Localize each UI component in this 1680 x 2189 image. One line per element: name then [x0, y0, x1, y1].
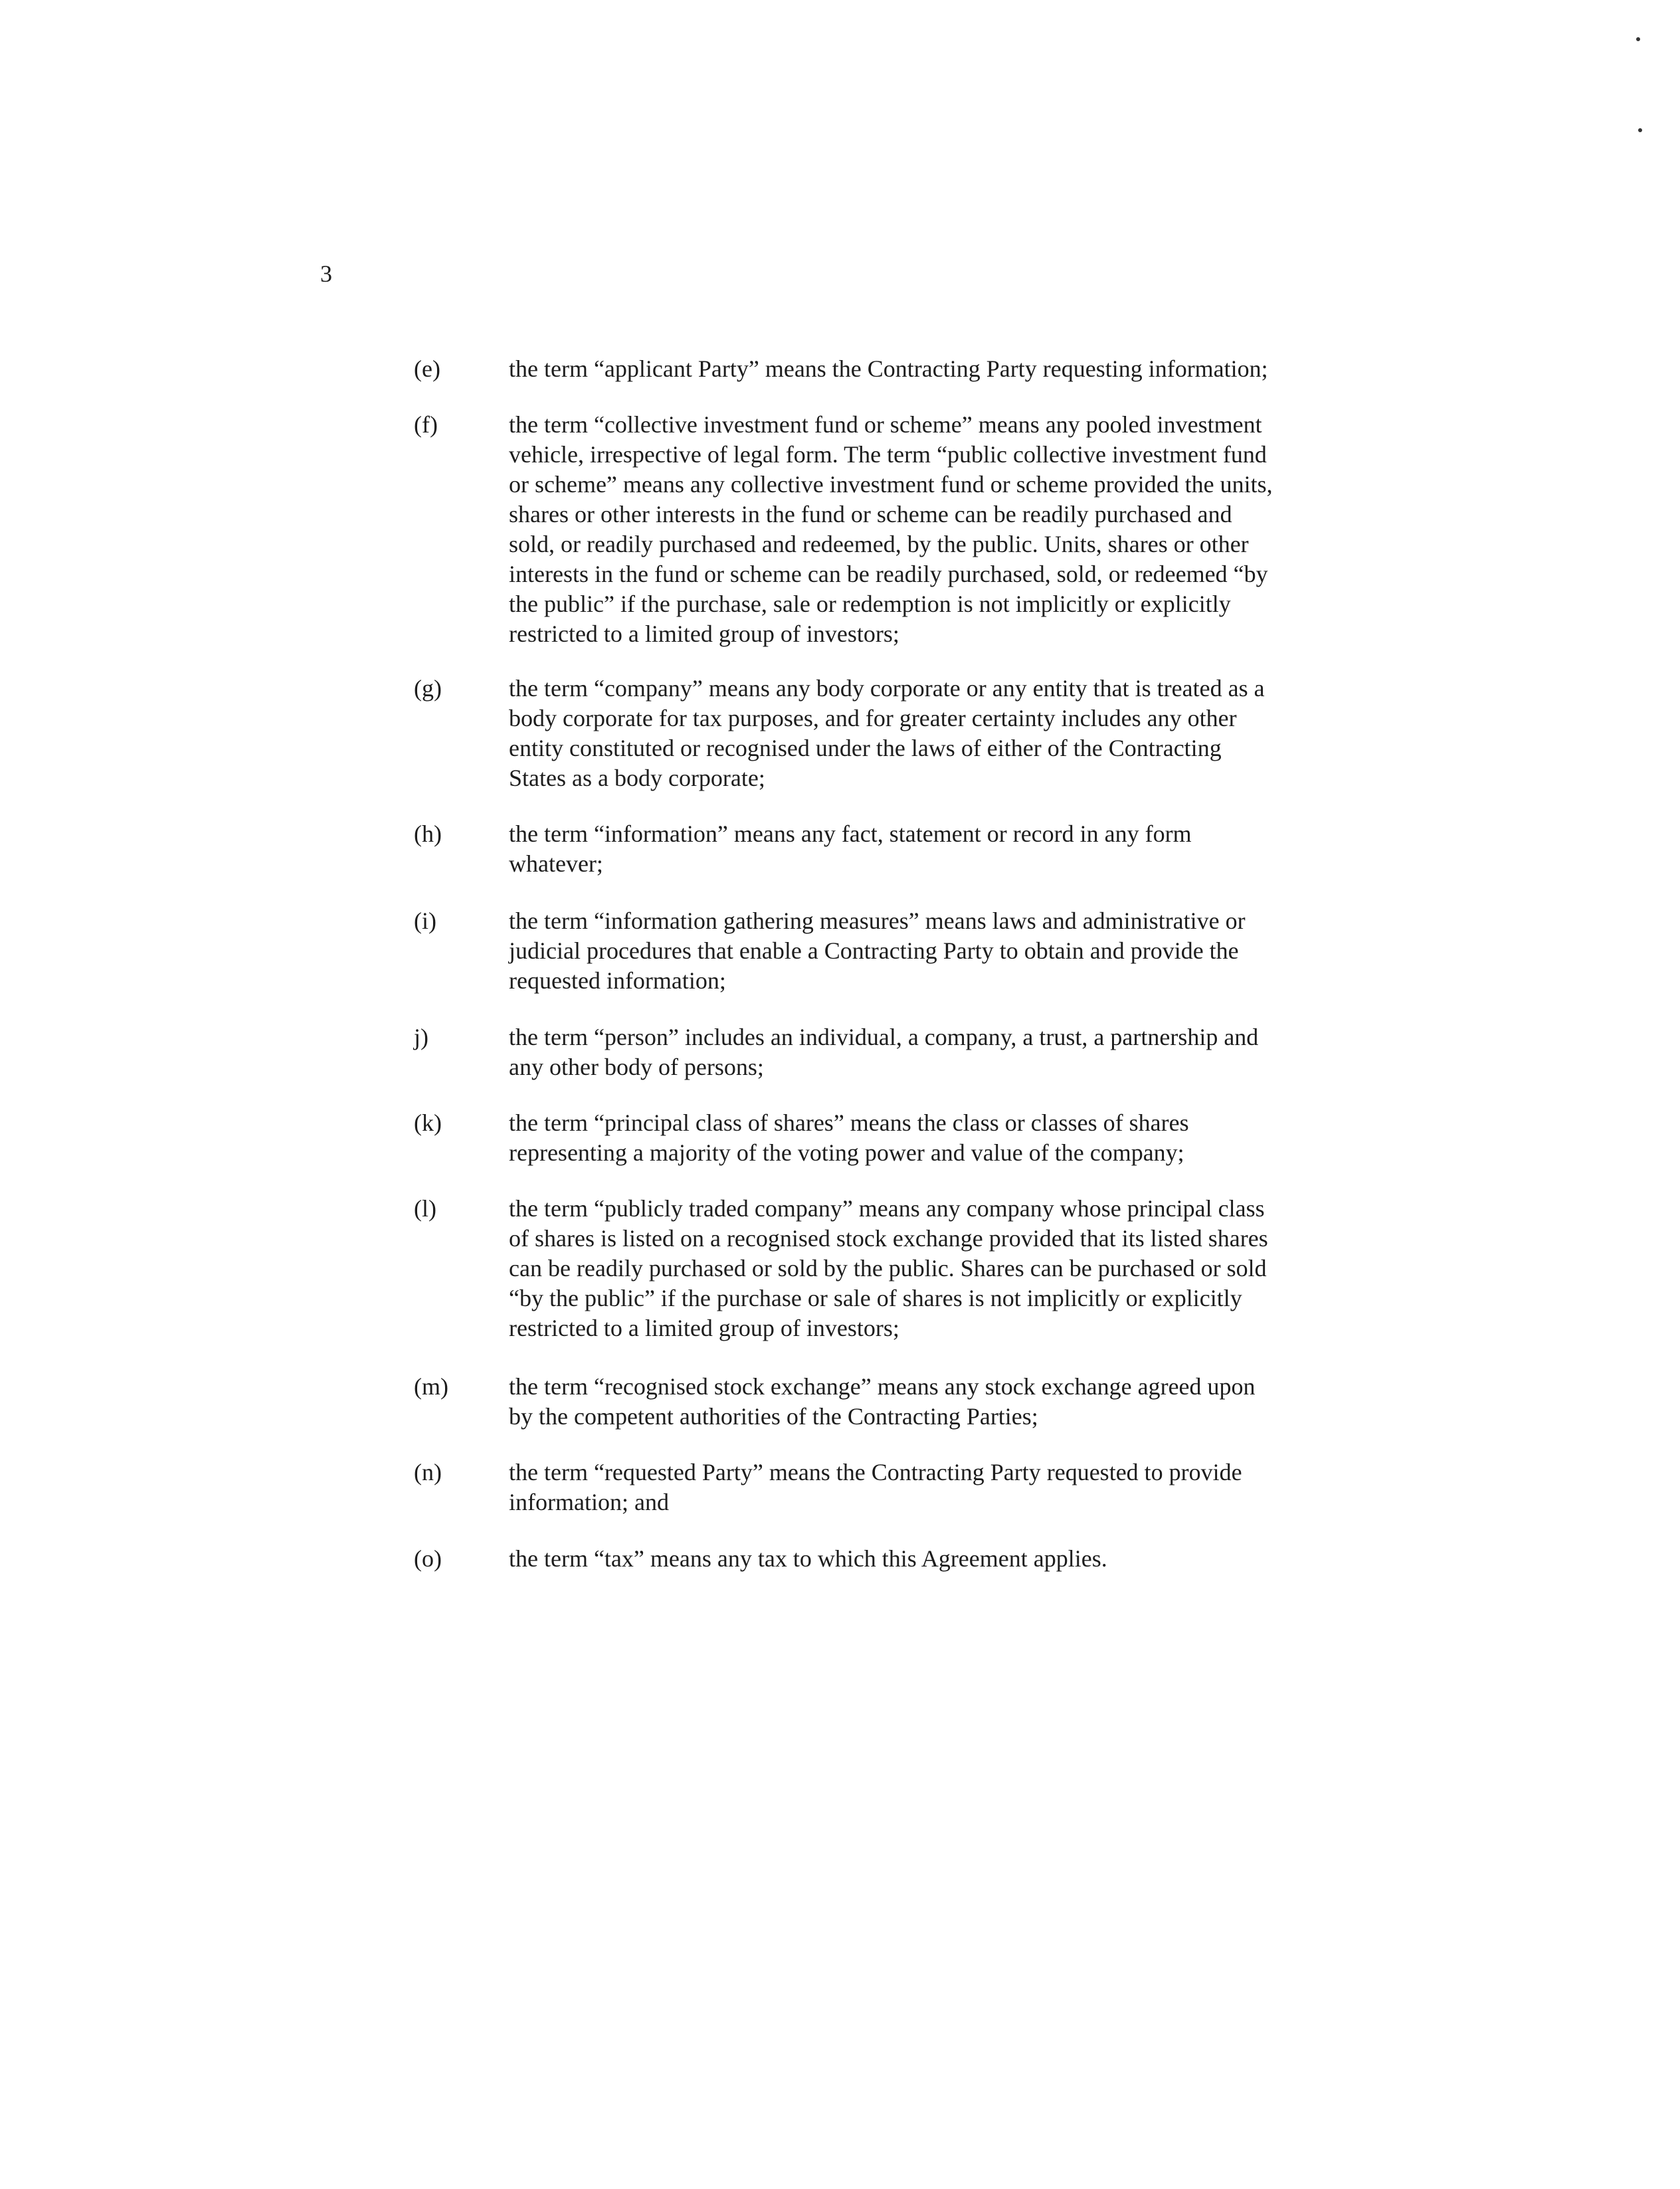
definition-text: the term “requested Party” means the Contracting Party requested to provide information; and	[509, 1459, 1242, 1515]
definition-label: (g)	[414, 675, 442, 702]
definition-text: the term “tax” means any tax to which this Agreement applies.	[509, 1545, 1107, 1572]
definition-text: the term “information” means any fact, statement or record in any form whatever;	[509, 820, 1192, 877]
definition-text: the term “principal class of shares” means the class or classes of shares representing a majority of the voting power and value of the company;	[509, 1109, 1189, 1166]
page-number: 3	[320, 260, 332, 287]
definition-label: (e)	[414, 355, 440, 382]
definition-label: (k)	[414, 1109, 442, 1136]
scan-speck	[1636, 37, 1640, 41]
definition-label: (o)	[414, 1545, 442, 1572]
definition-text: the term “recognised stock exchange” means any stock exchange agreed upon by the competent authorities of the Contracting Parties;	[509, 1373, 1256, 1430]
definition-label: (h)	[414, 820, 442, 847]
scan-speck	[1638, 128, 1642, 132]
definition-label: (i)	[414, 907, 436, 934]
definition-text: the term “company” means any body corporate or any entity that is treated as a body corporate for tax purposes, and for greater certainty includes any other entity constituted or recognised under the laws of either of the Contracting States as a body corporate;	[509, 675, 1265, 791]
definition-label: (n)	[414, 1459, 442, 1485]
definition-label: (f)	[414, 411, 438, 438]
definition-text: the term “information gathering measures” means laws and administrative or judicial procedures that enable a Contracting Party to obtain and provide the requested information;	[509, 907, 1246, 994]
definition-text: the term “applicant Party” means the Contracting Party requesting information;	[509, 355, 1268, 382]
definition-text: the term “collective investment fund or scheme” means any pooled investment vehicle, irrespective of legal form. The term “public collective investment fund or scheme” means any collective investment fund or scheme provided the units, shares or other interests in the fund or scheme can be readily purchased and sold, or readily purchased and redeemed, by the public. Units, shares or other interests in the fund or scheme can be readily purchased, sold, or redeemed “by the public” if the purchase, sale or redemption is not implicitly or explicitly restricted to a limited group of investors;	[509, 411, 1273, 647]
definition-text: the term “publicly traded company” means any company whose principal class of shares is listed on a recognised stock exchange provided that its listed shares can be readily purchased or sold by the public. Shares can be purchased or sold “by the public” if the purchase or sale of shares is not implicitly or explicitly restricted to a limited group of investors;	[509, 1195, 1268, 1341]
definition-text: the term “person” includes an individual, a company, a trust, a partnership and any other body of persons;	[509, 1024, 1259, 1080]
definition-label: j)	[414, 1024, 428, 1050]
definition-label: (l)	[414, 1195, 436, 1222]
definition-label: (m)	[414, 1373, 448, 1400]
